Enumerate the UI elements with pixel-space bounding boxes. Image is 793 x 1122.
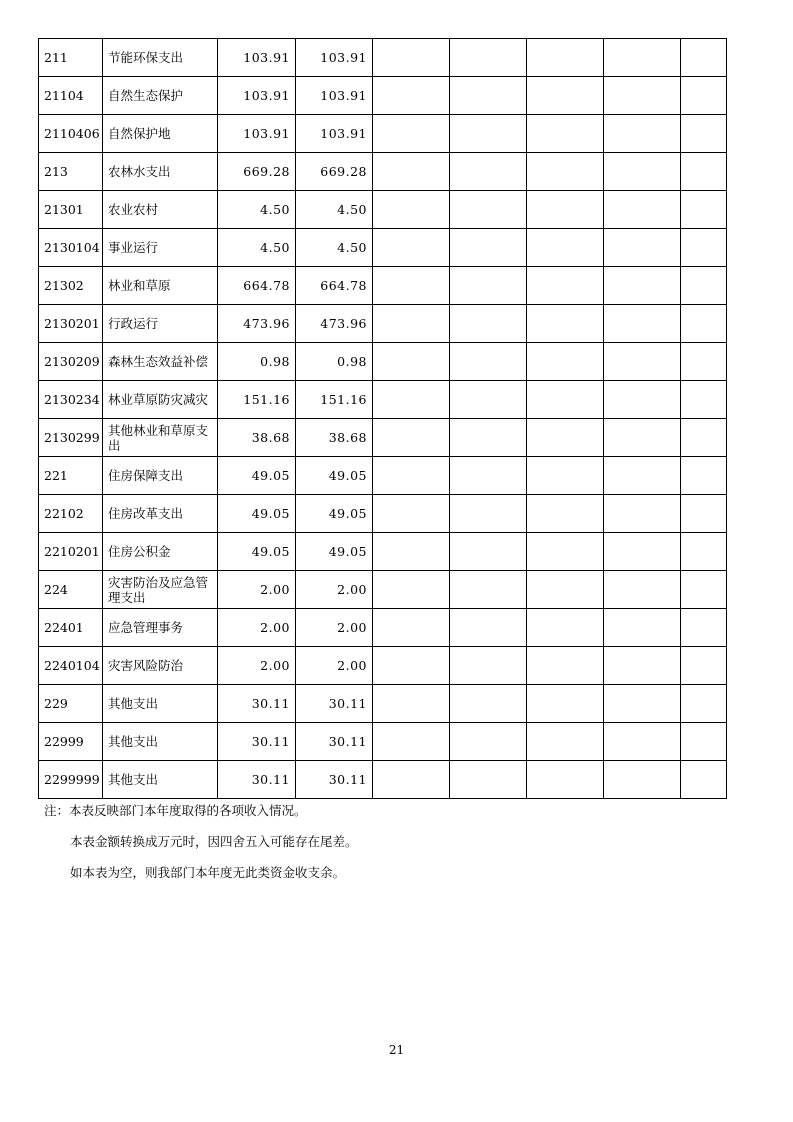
cell-empty [527,723,604,761]
cell-empty [450,77,527,115]
cell-empty [527,267,604,305]
cell-total: 30.11 [218,685,296,723]
cell-empty [373,495,450,533]
cell-empty [604,343,681,381]
cell-empty [681,571,727,609]
cell-empty [373,229,450,267]
cell-empty [373,419,450,457]
table-row [39,495,727,533]
cell-name: 应急管理事务 [103,609,218,647]
cell-empty [604,685,681,723]
cell-amount: 49.05 [296,533,373,571]
cell-code: 21302 [39,267,103,305]
cell-empty [450,571,527,609]
cell-empty [373,457,450,495]
cell-total: 4.50 [218,229,296,267]
cell-empty [527,153,604,191]
table-row [39,39,727,77]
cell-empty [450,267,527,305]
cell-empty [450,533,527,571]
cell-empty [681,39,727,77]
cell-name: 其他支出 [103,723,218,761]
cell-code: 2210201 [39,533,103,571]
cell-empty [527,77,604,115]
cell-total: 664.78 [218,267,296,305]
cell-name: 森林生态效益补偿 [103,343,218,381]
cell-empty [681,77,727,115]
table-row [39,229,727,267]
cell-empty [681,343,727,381]
cell-name: 农林水支出 [103,153,218,191]
cell-total: 0.98 [218,343,296,381]
cell-empty [527,761,604,799]
cell-empty [450,609,527,647]
cell-amount: 49.05 [296,495,373,533]
cell-empty [604,761,681,799]
page-number: 21 [388,1043,405,1057]
cell-empty [681,419,727,457]
cell-name: 林业草原防灾减灾 [103,381,218,419]
cell-empty [527,115,604,153]
cell-code: 211 [39,39,103,77]
cell-total: 2.00 [218,609,296,647]
cell-total: 103.91 [218,77,296,115]
cell-empty [373,381,450,419]
cell-empty [604,153,681,191]
budget-table [38,38,727,799]
cell-empty [450,191,527,229]
table-notes [44,803,358,896]
cell-total: 2.00 [218,571,296,609]
cell-code: 229 [39,685,103,723]
cell-empty [450,343,527,381]
cell-empty [450,153,527,191]
table-row [39,153,727,191]
cell-amount: 664.78 [296,267,373,305]
cell-empty [681,191,727,229]
cell-empty [373,685,450,723]
cell-empty [527,457,604,495]
cell-amount: 38.68 [296,419,373,457]
cell-total: 151.16 [218,381,296,419]
cell-empty [373,343,450,381]
table-row [39,419,727,457]
table-row [39,571,727,609]
cell-code: 21301 [39,191,103,229]
cell-empty [681,381,727,419]
cell-empty [527,305,604,343]
cell-empty [450,723,527,761]
cell-empty [681,267,727,305]
cell-name: 事业运行 [103,229,218,267]
cell-amount: 30.11 [296,685,373,723]
cell-empty [373,305,450,343]
cell-amount: 103.91 [296,115,373,153]
table-row [39,647,727,685]
cell-empty [681,609,727,647]
cell-empty [373,647,450,685]
cell-empty [681,647,727,685]
cell-empty [373,153,450,191]
cell-amount: 2.00 [296,571,373,609]
cell-empty [373,609,450,647]
cell-empty [527,229,604,267]
cell-empty [681,533,727,571]
cell-empty [604,533,681,571]
cell-amount: 151.16 [296,381,373,419]
cell-empty [527,495,604,533]
table-row [39,457,727,495]
cell-amount: 49.05 [296,457,373,495]
cell-total: 49.05 [218,457,296,495]
cell-code: 22999 [39,723,103,761]
cell-code: 2130104 [39,229,103,267]
cell-name: 灾害风险防治 [103,647,218,685]
cell-name: 自然保护地 [103,115,218,153]
cell-name: 住房保障支出 [103,457,218,495]
cell-empty [373,571,450,609]
cell-name: 其他支出 [103,685,218,723]
cell-empty [681,495,727,533]
cell-empty [527,609,604,647]
cell-total: 30.11 [218,723,296,761]
cell-total: 103.91 [218,115,296,153]
table-row [39,305,727,343]
note-line-2: 本表金额转换成万元时，因四舍五入可能存在尾差。 [70,834,358,849]
note-line-3: 如本表为空，则我部门本年度无此类资金收支余。 [70,865,346,880]
cell-empty [450,495,527,533]
cell-empty [450,457,527,495]
table-row [39,267,727,305]
cell-empty [681,761,727,799]
table-row [39,533,727,571]
cell-code: 2130201 [39,305,103,343]
cell-code: 2130234 [39,381,103,419]
cell-empty [604,39,681,77]
cell-total: 103.91 [218,39,296,77]
cell-empty [450,39,527,77]
cell-empty [527,571,604,609]
cell-empty [681,685,727,723]
cell-empty [450,381,527,419]
cell-code: 221 [39,457,103,495]
cell-empty [604,305,681,343]
cell-name: 行政运行 [103,305,218,343]
cell-empty [373,267,450,305]
cell-amount: 103.91 [296,77,373,115]
cell-name: 农业农村 [103,191,218,229]
cell-empty [604,723,681,761]
cell-total: 38.68 [218,419,296,457]
cell-code: 2299999 [39,761,103,799]
cell-amount: 30.11 [296,761,373,799]
cell-total: 669.28 [218,153,296,191]
table-row [39,381,727,419]
cell-code: 2240104 [39,647,103,685]
cell-name: 其他支出 [103,761,218,799]
cell-empty [373,39,450,77]
cell-empty [681,723,727,761]
cell-empty [604,191,681,229]
cell-empty [373,723,450,761]
cell-empty [681,305,727,343]
cell-name: 住房改革支出 [103,495,218,533]
cell-name: 其他林业和草原支出 [103,419,218,457]
cell-code: 2130299 [39,419,103,457]
cell-empty [527,647,604,685]
cell-amount: 4.50 [296,229,373,267]
cell-code: 2110406 [39,115,103,153]
cell-code: 22401 [39,609,103,647]
cell-code: 213 [39,153,103,191]
cell-amount: 2.00 [296,609,373,647]
cell-empty [681,457,727,495]
cell-empty [604,457,681,495]
cell-empty [604,77,681,115]
cell-empty [527,419,604,457]
table-row [39,191,727,229]
cell-amount: 2.00 [296,647,373,685]
cell-name: 自然生态保护 [103,77,218,115]
table-body [39,39,727,799]
cell-empty [373,77,450,115]
table-row [39,685,727,723]
cell-empty [373,191,450,229]
cell-total: 4.50 [218,191,296,229]
cell-amount: 103.91 [296,39,373,77]
cell-code: 2130209 [39,343,103,381]
table-row [39,77,727,115]
cell-empty [681,229,727,267]
cell-empty [604,267,681,305]
cell-empty [450,647,527,685]
cell-empty [604,419,681,457]
table-row [39,761,727,799]
cell-empty [604,647,681,685]
cell-code: 224 [39,571,103,609]
cell-empty [527,381,604,419]
cell-name: 住房公积金 [103,533,218,571]
cell-empty [450,419,527,457]
cell-name: 节能环保支出 [103,39,218,77]
cell-amount: 4.50 [296,191,373,229]
cell-empty [681,153,727,191]
cell-total: 30.11 [218,761,296,799]
cell-empty [373,761,450,799]
cell-amount: 669.28 [296,153,373,191]
cell-name: 林业和草原 [103,267,218,305]
note-line-1: 注：本表反映部门本年度取得的各项收入情况。 [44,803,307,818]
cell-empty [527,685,604,723]
table-row [39,723,727,761]
cell-empty [604,609,681,647]
cell-empty [450,229,527,267]
cell-empty [604,381,681,419]
cell-name: 灾害防治及应急管理支出 [103,571,218,609]
cell-empty [604,571,681,609]
cell-empty [527,39,604,77]
cell-empty [450,685,527,723]
cell-code: 21104 [39,77,103,115]
cell-empty [604,229,681,267]
cell-empty [681,115,727,153]
cell-empty [527,533,604,571]
cell-total: 473.96 [218,305,296,343]
cell-amount: 30.11 [296,723,373,761]
cell-total: 49.05 [218,495,296,533]
cell-empty [450,761,527,799]
cell-empty [527,343,604,381]
cell-empty [604,495,681,533]
cell-code: 22102 [39,495,103,533]
cell-empty [450,115,527,153]
cell-total: 49.05 [218,533,296,571]
cell-amount: 0.98 [296,343,373,381]
cell-empty [373,115,450,153]
cell-empty [450,305,527,343]
cell-empty [373,533,450,571]
cell-amount: 473.96 [296,305,373,343]
cell-empty [527,191,604,229]
cell-total: 2.00 [218,647,296,685]
table-row [39,115,727,153]
cell-empty [604,115,681,153]
table-row [39,609,727,647]
table-row [39,343,727,381]
